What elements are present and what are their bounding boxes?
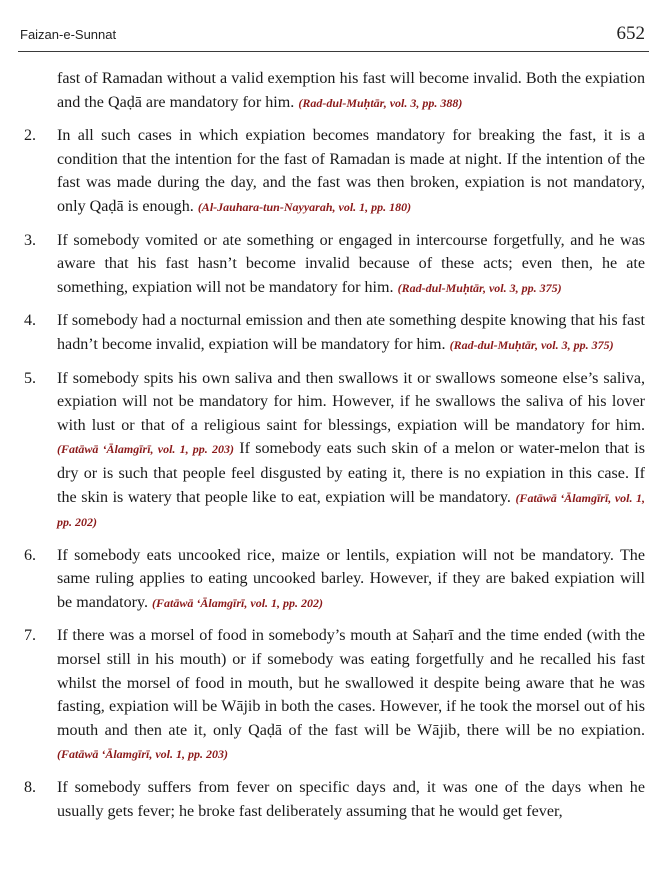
reference-citation: (Fatāwā ‘Ālamgīrī, vol. 1, pp. 202) [152,595,324,610]
list-item [24,367,645,535]
item-text [57,124,645,219]
book-title: Faizan-e-Sunnat [20,27,117,42]
reference-citation: (Fatāwā ‘Ālamgīrī, vol. 1, pp. 203) [57,442,235,457]
item-number: 8. [24,779,37,797]
list-item [24,309,645,357]
reference-citation: (Fatāwā ‘Ālamgīrī, vol. 1, pp. 202) [57,490,645,530]
ruling-text: If somebody eats uncooked rice, maize or lentils, expiation will not be mandatory. The same ruling applies to eating uncooked barley. However, if they are baked expiation will be mandatory. [57,546,645,611]
ruling-list [24,124,645,823]
reference-citation: (Rad-dul-Muḥtār, vol. 3, pp. 388) [298,95,463,110]
intro-paragraph [24,67,645,115]
item-number: 7. [24,627,37,645]
ruling-text: If somebody eats such skin of a melon or water-melon that is dry or is such that people feel disgusted by eating it, there is no expiation in this case. If the skin is watery that people like to eat, expiation will be mandatory. [57,440,646,506]
ruling-text: If somebody had a nocturnal emission and then ate something despite knowing that his fast hadn’t become invalid, expiation will be mandatory for him. [57,312,645,353]
list-item [24,544,645,616]
item-text [57,367,645,535]
item-text [57,229,645,301]
list-item [24,124,645,219]
page-header [0,0,667,52]
page-number: 652 [616,23,645,44]
ruling-text: If there was a morsel of food in somebody’s mouth at Saḥarī and the time ended (with the morsel still in his mouth) or if somebody was eating forgetfully and he recalled his fast whilst the morsel of food in mouth, but he swallowed it despite being aware that he was fasting, expiation will be Wājib in both the cases. However, if he took the morsel out of his mouth and then ate it, only Qaḍā of the fast will be Wājib, there will be no expiation. [57,627,645,739]
ruling-text: If somebody suffers from fever on specific days and, it was one of the days when he usually gets fever; he broke fast deliberately assuming that he would get fever, [57,779,645,820]
item-text [57,776,645,823]
item-text [57,309,645,357]
ruling-text: In all such cases in which expiation becomes mandatory for breaking the fast, it is a condition that the intention for the fast of Ramadan is made at night. If the intention of the fast was made during the day, and the fast was then broken, expiation is not mandatory, only Qaḍā is enough. [57,127,645,215]
header-divider [18,51,649,52]
item-number: 5. [24,369,37,387]
item-number: 4. [24,312,37,330]
reference-citation: (Rad-dul-Muḥtār, vol. 3, pp. 375) [397,280,562,295]
list-item [24,624,645,767]
item-text [57,624,645,767]
intro-text: fast of Ramadan without a valid exemption his fast will become invalid. Both the expiation and the Qaḍā are mandatory for him. [57,70,645,111]
ruling-text: If somebody spits his own saliva and then swallows it or swallows someone else’s saliva, expiation will not be mandatory for him. However, if he swallows the saliva of his lover with lust or that of a religious saint for blessings, expiation will be mandatory for him. [57,369,645,434]
page-body [24,67,645,823]
item-number: 6. [24,546,37,564]
item-text [57,544,645,616]
reference-citation: (Rad-dul-Muḥtār, vol. 3, pp. 375) [449,337,614,352]
list-item [24,229,645,301]
ruling-text: If somebody vomited or ate something or engaged in intercourse forgetfully, and he was aware that his fast hasn’t become invalid because of these acts; even then, he ate something, expiation will not be mandatory for him. [57,231,645,296]
item-number: 2. [24,127,37,145]
reference-citation: (Al-Jauhara-tun-Nayyarah, vol. 1, pp. 180) [197,199,412,214]
item-number: 3. [24,231,37,249]
list-item [24,776,645,823]
reference-citation: (Fatāwā ‘Ālamgīrī, vol. 1, pp. 203) [57,747,228,762]
